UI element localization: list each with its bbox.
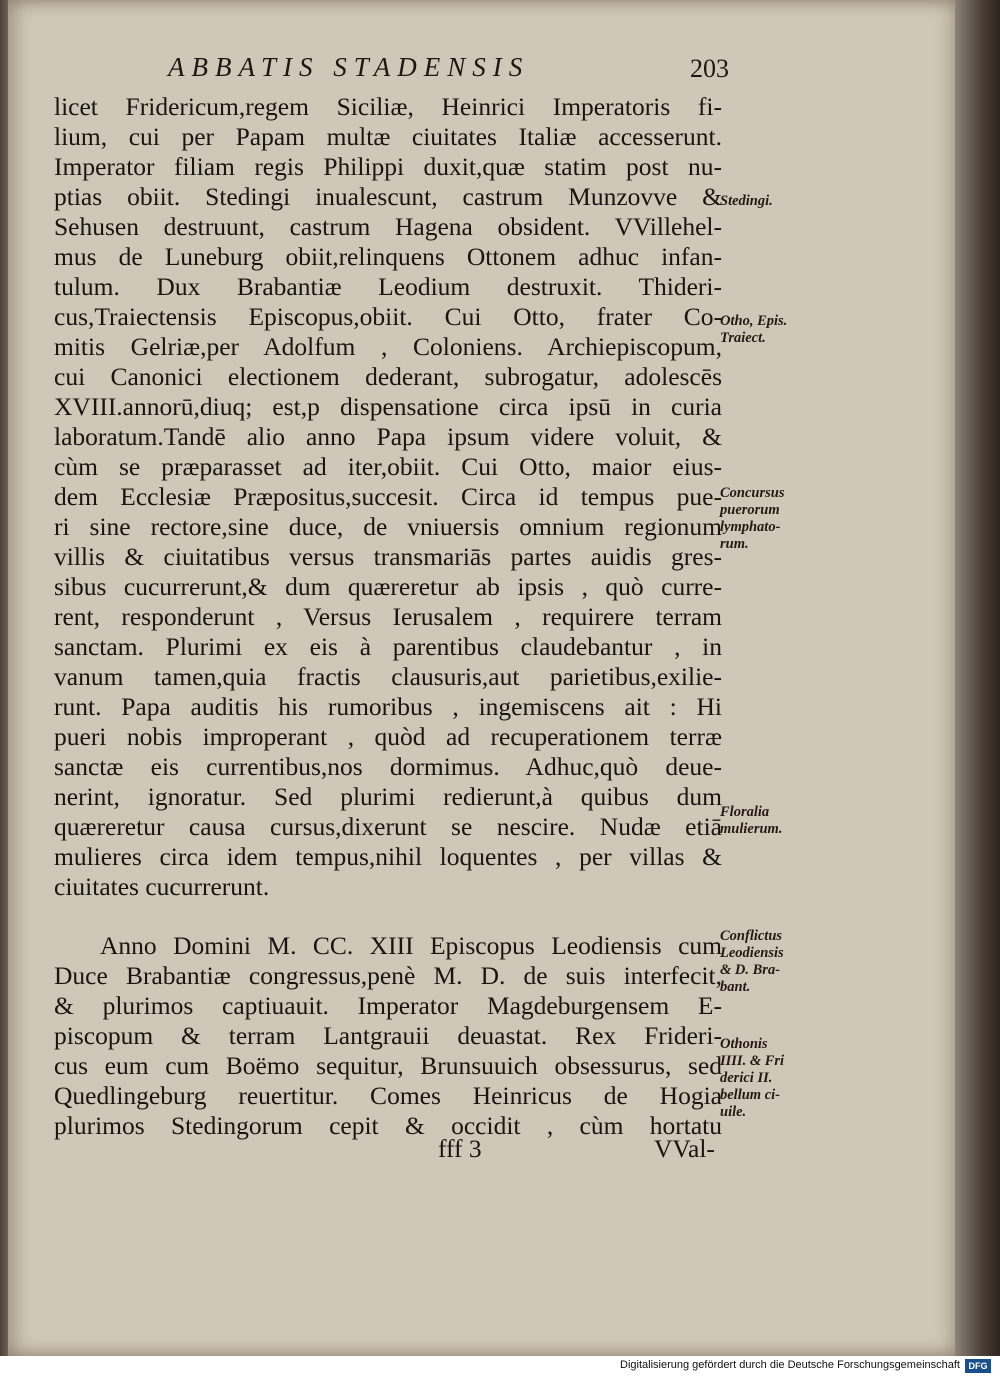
text-line: Duce Brabantiæ congressus,penè M. D. de suis interfecit, (54, 961, 722, 990)
text-line: nerint, ignoratur. Sed plurimi redierunt,à quibus dum (54, 782, 722, 811)
text-line: dem Ecclesiæ Præpositus,succesit. Circa id tempus pue- (54, 482, 722, 511)
text-line: runt. Papa auditis his rumoribus , ingemiscens ait : Hi (54, 692, 722, 721)
text-line: cui Canonici electionem dederant, subrogatur, adolescēs (54, 362, 722, 391)
catchword-line (54, 1134, 722, 1164)
text-line: ptias obiit. Stedingi inualescunt, castrum Munzovve & (54, 182, 722, 211)
text-line: Quedlingeburg reuertitur. Comes Heinricus de Hogia (54, 1081, 722, 1110)
marginal-line: Concursus (720, 485, 785, 501)
text-line: sibus cucurrerunt,& dum quæreretur ab ipsis , quò curre- (54, 572, 722, 601)
text-line: laboratum.Tandē alio anno Papa ipsum videre voluit, & (54, 422, 722, 451)
marginal-line: Conflictus (720, 928, 783, 944)
text-line: lium, cui per Papam multæ ciuitates Italiæ accesserunt. (54, 122, 722, 151)
marginal-note (720, 313, 830, 347)
footer-bar (0, 1356, 1000, 1378)
text-line: piscopum & terram Lantgrauii deuastat. Rex Frideri- (54, 1021, 722, 1050)
marginal-line: puerorum (720, 502, 780, 518)
marginal-line: lymphato- (720, 519, 781, 535)
text-line: Imperator filiam regis Philippi duxit,quæ statim post nu- (54, 152, 722, 181)
marginal-note (720, 804, 830, 838)
marginal-line: Stedingi. (720, 193, 773, 209)
marginal-line: IIII. & Fri (720, 1053, 785, 1069)
paragraph-gap (54, 902, 722, 931)
text-line: licet Fridericum,regem Siciliæ, Heinrici Imperatoris fi- (54, 92, 722, 121)
text-line: & plurimos captiuauit. Imperator Magdeburgensem E- (54, 991, 722, 1020)
text-line: ri sine rectore,sine duce, de vniuersis omnium regionum (54, 512, 722, 541)
page-edge-shadow (955, 0, 1000, 1356)
signature-mark: fff 3 (438, 1134, 482, 1163)
marginal-line: bant. (720, 979, 751, 995)
marginal-line: Leodiensis (720, 945, 784, 961)
text-line: mus de Luneburg obiit,relinquens Ottonem adhuc infan- (54, 242, 722, 271)
running-head: ABBATIS STADENSIS (168, 52, 530, 82)
marginal-line: Traiect. (720, 330, 766, 346)
text-line: mitis Gelriæ,per Adolfum , Coloniens. Archiepiscopum, (54, 332, 722, 361)
text-line: rent, responderunt , Versus Ierusalem , requirere terram (54, 602, 722, 631)
text-line: quæreretur causa cursus,dixerunt se nescire. Nudæ etiā (54, 812, 722, 841)
dfg-logo: DFG (965, 1359, 991, 1373)
text-line: vanum tamen,quia fractis clausuris,aut parietibus,exilie- (54, 662, 722, 691)
marginal-line: bellum ci- (720, 1087, 781, 1103)
text-line: cus,Traiectensis Episcopus,obiit. Cui Otto, frater Co- (54, 302, 722, 331)
marginal-note (720, 485, 830, 553)
marginal-line: Othonis (720, 1036, 768, 1052)
text-line: cus eum cum Boëmo sequitur, Brunsuuich obsessurus, sed (54, 1051, 722, 1080)
funding-credit: Digitalisierung gefördert durch die Deutsche Forschungsgemeinschaft (620, 1359, 960, 1371)
text-line: Sehusen destruunt, castrum Hagena obsident. VVillehel- (54, 212, 722, 241)
text-line: ciuitates cucurrerunt. (54, 872, 270, 901)
text-line: XVIII.annorū,diuq; est,p dispensatione circa ipsū in curia (54, 392, 722, 421)
text-line: cùm se præparasset ad iter,obiit. Cui Otto, maior eius- (54, 452, 722, 481)
text-line: tulum. Dux Brabantiæ Leodium destruxit. Thideri- (54, 272, 722, 301)
page-number: 203 (690, 54, 729, 83)
text-line: mulieres circa idem tempus,nihil loquentes , per villas & (54, 842, 722, 871)
text-line: plurimos Stedingorum cepit & occidit , cùm hortatu (54, 1111, 722, 1140)
text-line: sanctam. Plurimi ex eis à parentibus claudebantur , in (54, 632, 722, 661)
text-line: Anno Domini M. CC. XIII Episcopus Leodiensis cum (100, 931, 722, 960)
marginal-note (720, 1036, 830, 1121)
main-text (54, 92, 722, 1141)
marginal-line: derici II. (720, 1070, 773, 1086)
catchword: VVal- (654, 1134, 715, 1163)
text-line: pueri nobis improperant , quòd ad recuperationem terræ (54, 722, 722, 751)
book-page (8, 0, 963, 1356)
marginal-line: uile. (720, 1104, 747, 1120)
marginal-line: & D. Bra- (720, 962, 781, 978)
marginal-note (720, 193, 830, 210)
marginal-line: rum. (720, 536, 749, 552)
marginal-line: mulierum. (720, 821, 783, 837)
marginal-line: Otho, Epis. (720, 313, 788, 329)
text-line: villis & ciuitatibus versus transmariās partes auidis gres- (54, 542, 722, 571)
marginal-note (720, 928, 830, 996)
marginal-line: Floralia (720, 804, 770, 820)
text-line: sanctæ eis currentibus,nos dormimus. Adhuc,quò deue- (54, 752, 722, 781)
